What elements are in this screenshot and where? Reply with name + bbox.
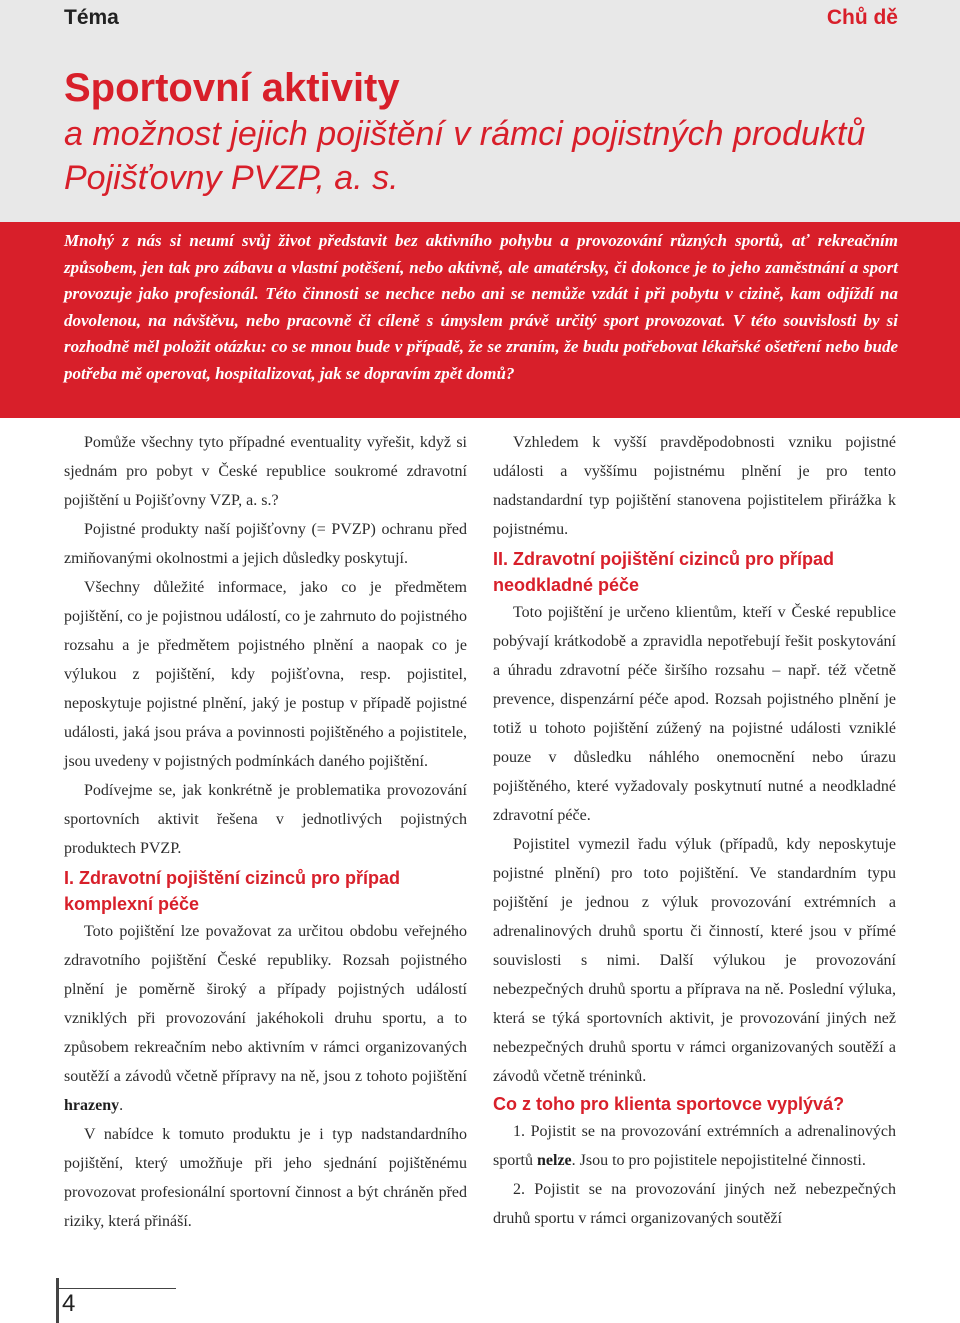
paragraph: Pomůže všechny tyto případné eventuality vyřešit, když si sjednám pro pobyt v České republice soukromé zdravotní pojištění u Pojišťovny VZP, a. s.? [64,434,467,509]
bold-term: hrazeny [64,1097,120,1114]
list-item-text: 1. Pojistit se na provozování extrémních a adrenalinových sportů [493,1123,896,1169]
list-item-end: . Jsou to pro pojistitele nepojistitelné činnosti. [571,1152,866,1169]
page-subtitle: a možnost jejich pojištění v rámci pojistných produktů Pojišťovny PVZP, a. s. [64,115,866,197]
page-number: 4 [62,1290,76,1317]
paragraph [64,917,467,1120]
section-label: Téma [64,6,119,29]
paragraph: Vzhledem k vyšší pravděpodobnosti vzniku pojistné události a vyššímu pojistnému plnění je pro tento nadstandardní typ pojištění stanovena pojistitelem přirážka k pojistnému. [493,434,896,538]
list-item [493,1117,896,1175]
paragraph: V nabídce k tomuto produktu je i typ nadstandardního pojištění, který umožňuje při jeho sjednání pojištěnému provozovat profesionální sportovní činnost a být chráněn před riziky, která přináší. [64,1126,467,1230]
paragraph: Pojistné produkty naší pojišťovny (= PVZP) ochranu před zmiňovanými okolnostmi a jejich důsledky poskytují. [64,521,467,567]
lead-paragraph: Mnohý z nás si neumí svůj život představit bez aktivního pohybu a provozování různých sportů, ať rekreačním způsobem, jen tak pro zábavu a vlastní potěšení, nebo aktivně, ale amatérsky, či dokonce je to jeho zaměstnání a sport provozuje jako profesionál. Této činnosti se nechce nebo ani se nemůže vzdát i při pobytu v cizině, kam odjíždí na dovolenou, na návštěvu, nebo pracovně či cíleně s úmyslem právě určitý sport provozovat. V této souvislosti by si rozhodně měl položit otázku: co se mnou bude v případě, že se zraním, že budu potřebovat lékařské ošetření nebo bude potřeba mě operovat, hospitalizovat, jak se dopravím zpět domů? [0,222,960,418]
bold-term: nelze [537,1152,572,1169]
section-heading: II. Zdravotní pojištění cizinců pro případ neodkladné péče [493,549,835,595]
list-item: 2. Pojistit se na provozování jiných než nebezpečných druhů sportu v rámci organizovaných soutěží [493,1181,896,1227]
section-heading: Co z toho pro klienta sportovce vyplývá? [493,1094,845,1114]
paragraph: Všechny důležité informace, jako co je předmětem pojištění, co je pojistnou událostí, co je zahrnuto do pojistného rozsahu a je předmětem pojistného plnění a naopak co je výlukou z pojištění, kdy pojišťovna, resp. pojistitel, neposkytuje pojistné plnění, jaký je postup v případě pojistné události, jaká jsou práva a povinnosti pojištěného a pojistitele, jsou uvedeny v pojistných podmínkách daného pojištění. [64,579,467,770]
page-title: Sportovní aktivity [64,66,400,110]
article-title [64,64,924,200]
left-column [64,428,467,1236]
paragraph: Toto pojištění je určeno klientům, kteří v České republice pobývají krátkodobě a zpravidla nepotřebují řešit poskytování a úhradu zdravotní péče širšího rozsahu – např. též včetně prevence, dispenzární péče apod. Rozsah pojistného plnění je totiž u tohoto pojištění zúžený na pojistné události vzniklé pouze v důsledku náhlého onemocnění nebo úrazu pojištěného, které vyžadovaly poskytnutí nutné a neodkladné zdravotní péče. [493,604,896,824]
paragraph-text: Toto pojištění lze považovat za určitou obdobu veřejného zdravotního pojištění České republiky. Rozsah pojistného plnění je poměrně široký a případy pojistných událostí vzniklých při provozování jakéhokoli druhu sportu, a to způsobem rekreačním nebo aktivním v rámci organizovaných soutěží a závodů včetně přípravy na ně, jsou z tohoto pojištění [64,923,467,1085]
category-label: Chů dě [826,6,898,29]
paragraph: Pojistitel vymezil řadu výluk (případů, kdy neposkytuje pojistné plnění) pro toto pojištění. Ve standardním typu pojištění je jednou z výluk provozování extrémních a adrenalinových druhů sportu či činností, které jsou v přímé souvislosti s nimi. Další výlukou je provozování nebezpečných druhů sportu a příprava na ně. Poslední výluka, která se týká sportovních aktivit, je provozování jiných než nebezpečných druhů sportu v rámci organizovaných soutěží a závodů včetně tréninků. [493,836,896,1085]
paragraph: Podívejme se, jak konkrétně je problematika provozování sportovních aktivit řešena v jednotlivých pojistných produktech PVZP. [64,782,467,857]
page-marker-rule [56,1288,176,1289]
page-marker-line [56,1278,59,1323]
paragraph-end: . [119,1097,124,1114]
section-heading: I. Zdravotní pojištění cizinců pro případ komplexní péče [64,868,401,914]
right-column [493,428,896,1233]
